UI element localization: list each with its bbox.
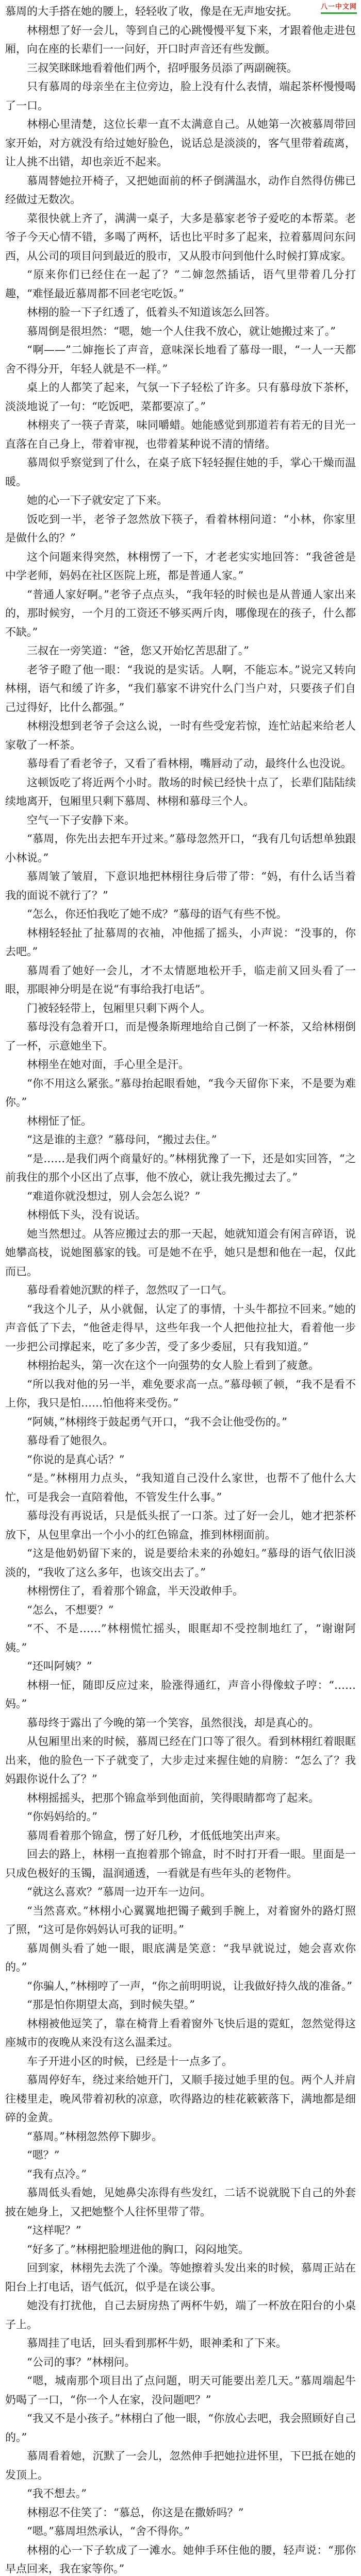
paragraph: 慕周替她拉开椅子，又把她面前的杯子倒满温水，动作自然得仿佛已经做过无数次。 [5, 174, 356, 206]
dialogue-paragraph: “慕周，你先出去把车开过来。”慕母忽然开口，“我有几句话想单独跟小林说。” [5, 833, 356, 864]
dialogue-paragraph: “你不用这么紧张。”慕母抬起眼看她，“我今天留你下来，不是要为难你。” [5, 1077, 356, 1108]
paragraph: 林栩一怔，随即反应过来，脸涨得通红，声音小得像蚊子哼：“……妈。” [5, 1679, 356, 1710]
dialogue-paragraph: “公司的事？”林栩问。 [27, 2355, 136, 2368]
dialogue-paragraph: “那是怕你期望太高，到时候失望。” [27, 1998, 195, 2011]
dialogue-paragraph: “这是他奶奶留下来的，说是要给未来的孙媳妇。”慕母的语气依旧淡淡的，“我收了这么多年，也该交出去了。” [5, 1547, 356, 1579]
site-logo-text: 八一中文网 [320, 3, 357, 11]
paragraph: 慕周倒是很坦然：“嗯，她一个人住我不放心，就让她搬过来了。” [27, 325, 336, 337]
site-logo [321, 3, 357, 14]
paragraph: 林栩坐在她对面，手心里全是汗。 [27, 1058, 189, 1071]
paragraph: 三叔笑眯眯地看着他们两个，招呼服务员添了两副碗筷。 [27, 61, 298, 74]
paragraph: 回到家，林栩先去洗了个澡。等她擦着头发出来的时候，慕周正站在阳台上打电话，语气低沉，似乎是在谈公事。 [5, 2262, 356, 2293]
paragraph: 林栩被他逗笑了，靠在椅背上看着窗外飞快后退的霓虹，忽然觉得这座城市的夜晚从来没有这么温柔过。 [5, 2017, 356, 2048]
paragraph: 桌上的人都笑了起来，气氛一下子轻松了许多。只有慕母放下茶杯，淡淡地说了一句：“吃饭吧，菜都要凉了。” [5, 381, 356, 413]
paragraph: 林栩低下头，没有说话。 [27, 1209, 146, 1221]
dialogue-paragraph: “你说的是真心话？” [27, 1453, 125, 1466]
paragraph: 慕周停好车，绕过来给她开门，又顺手接过她手里的包。两个人并肩往楼里走，晚风带着初秋的凉意，吹得路边的桂花簌簌落下，满地都是细碎的金黄。 [5, 2074, 356, 2124]
paragraph: 林栩想了好一会儿，等到自己的心跳慢慢平复下来，才跟着他走进包厢，向在座的长辈们一一问好，开口时声音还有些发颤。 [5, 24, 356, 55]
paragraph: 老爷子瞪了他一眼：“我说的是实话。人啊，不能忘本。”说完又转向林栩，语气和缓了许多，“我们慕家不讲究什么门当户对，只要孩子们自己过得好，比什么都强。” [5, 663, 356, 714]
dialogue-paragraph: “我又不是小孩子。”林栩白了他一眼，“你放心去吧，我会照顾好自己的。” [5, 2412, 356, 2444]
paragraph: 林栩心里清楚，这位长辈一直不太满意自己。从她第一次被慕周带回家开始，对方就没有给过她好脸色，说话总是淡淡的，客气里带着疏离，让人挑不出错，却也亲近不起来。 [5, 118, 356, 168]
dialogue-paragraph: “原来你们已经住在一起了？”二婶忽然插话，语气里带着几分打趣，“难怪最近慕周都不回老宅吃饭。” [5, 268, 356, 300]
paragraph: 林栩的脸一下子红透了，低着头不知道该怎么回答。 [27, 306, 276, 318]
paragraph: 她没有打扰他，自己去厨房热了两杯牛奶，端了一杯放在阳台的小桌子上。 [5, 2299, 356, 2331]
paragraph: 慕母看着她沉默的样子，忽然叹了一口气。 [27, 1284, 233, 1296]
paragraph: 她的心一下子就安定了下来。 [27, 494, 168, 506]
dialogue-paragraph: “还叫阿姨？” [27, 1660, 92, 1672]
paragraph: 慕周挂了电话，回头看到那杯牛奶，眼神柔和了下来。 [27, 2337, 287, 2349]
paragraph: 林栩怔了怔。 [27, 1114, 92, 1127]
dialogue-paragraph: “怎么，你还怕我吃了她不成？”慕母的语气有些不悦。 [27, 908, 287, 920]
dialogue-paragraph: “慕周。”林栩忽然停下脚步。 [27, 2130, 162, 2143]
paragraph: 慕母看了她很久。 [27, 1434, 113, 1447]
paragraph: 只有慕周的母亲坐在主位旁边，脸上没有什么表情，端起茶杯慢慢喝了一口。 [5, 80, 356, 112]
dialogue-paragraph: “嗯。”慕周坦然承认，“舍不得你。” [27, 2525, 190, 2537]
paragraph: 林栩抬起头，第一次在这个一向强势的女人脸上看到了疲惫。 [27, 1359, 319, 1371]
paragraph: 她当然想过。从答应搬过去的那一天起，她就知道会有闲言碎语，说她攀高枝，说她图慕家的钱。可是她不在乎，她只是想和他在一起，仅此而已。 [5, 1227, 356, 1278]
paragraph: 这个问题来得突然，林栩愣了一下，才老老实实地回答：“我爸爸是中学老师，妈妈在社区医院上班，都是普通人家。” [5, 550, 356, 582]
paragraph: 林栩愣住了，看着那个锦盒，半天没敢伸手。 [27, 1585, 243, 1597]
lead-paragraph: 慕周的大手搭在她的腰上，轻轻收了收，像是在无声地安抚。 [5, 5, 298, 18]
dialogue-paragraph: “好多了。”林栩把脸埋进他的胸口，闷闷地笑。 [27, 2243, 249, 2256]
dialogue-paragraph: “是……是我们两个商量好的。”林栩犹豫了一下，还是如实回答，“之前我住的那个小区出了点事，他不放心，就让我先搬过去了。” [5, 1152, 356, 1183]
paragraph: 三叔在一旁笑道：“爸，您又开始忆苦思甜了。” [27, 645, 249, 657]
paragraph: 慕周低头看她，见她鼻尖冻得有些发红，二话不说就脱下自己的外套披在她身上，又把她整个人往怀里带了带。 [5, 2187, 356, 2218]
site-logo-underline [321, 12, 357, 14]
paragraph: 林栩夹了一筷子青菜，味同嚼蜡。她能感觉到那道若有若无的目光一直落在自己身上，带着审视，也带着某种说不清的情绪。 [5, 419, 356, 450]
dialogue-paragraph: “啊——”二婶拖长了声音，意味深长地看了慕母一眼，“一人一天都舍不得分开，年轻人就是不一样。” [5, 344, 356, 375]
paragraph: 菜很快就上齐了，满满一桌子，大多是慕家老爷子爱吃的本帮菜。老爷子今天心情不错，多喝了两杯，话也比平时多了起来，拉着慕周问东问西，从公司的项目问到最近的股市，又从股市问到他什么时候打算成家。 [5, 212, 356, 262]
dialogue-paragraph: “所以我对他的另一半，难免要求高一点。”慕母顿了顿，“我不是看不上你，我只是怕……怕他将来受伤。” [5, 1378, 356, 1409]
paragraph: 从包厢里出来的时候，慕周已经在门口等了很久。看到林栩红着眼眶出来，他的脸色一下子就变了，大步走过来握住她的肩膀：“怎么了？我妈跟你说什么了？” [5, 1735, 356, 1785]
dialogue-paragraph: “你妈妈给的。” [27, 1810, 97, 1823]
paragraph: 林栩忍不住笑了：“慕总，你这是在撒娇吗？” [27, 2506, 244, 2519]
dialogue-paragraph: “阿姨，”林栩终于鼓起勇气开口，“我不会让他受伤的。” [27, 1415, 287, 1428]
paragraph: 慕母看了看老爷子，又看了看林栩，嘴唇动了动，最终什么也没说。 [27, 757, 352, 770]
dialogue-paragraph: “当然喜欢。”林栩小心翼翼地把镯子戴到手腕上，对着窗外的路灯照了照，“这可是你妈妈认可我的证明。” [5, 1904, 356, 1936]
paragraph: 慕母终于露出了今晚的第一个笑容，虽然很浅，却是真心的。 [27, 1716, 319, 1729]
paragraph: 这顿饭吃了将近两个小时。散场的时候已经快十点了，长辈们陆陆续续地离开，包厢里只剩下慕周、林栩和慕母三个人。 [5, 776, 356, 807]
dialogue-paragraph: “怎么，不想要？” [27, 1603, 114, 1616]
dialogue-paragraph: “难道你就没想过，别人会怎么说？” [27, 1190, 201, 1202]
paragraph: 慕周看着她，沉默了一会儿，忽然伸手把她拉进怀里，下巴抵在她的发顶上。 [5, 2450, 356, 2481]
dialogue-paragraph: “我有点冷。” [27, 2167, 87, 2180]
dialogue-paragraph: “普通人家好啊。”老爷子点点头，“我年轻的时候也是从普通人家出来的，那时候穷，一个月的工资还不够买两斤肉，哪像现在的孩子，什么都不缺。” [5, 588, 356, 638]
paragraph: 慕周侧头看了她一眼，眼底满是笑意：“我早就说过，她会喜欢你的。” [5, 1942, 356, 1973]
dialogue-paragraph: “我不想去。” [27, 2487, 87, 2500]
paragraph: 林栩没想到老爷子会这么说，一时有些受宠若惊，连忙站起来给老人家敬了一杯茶。 [5, 720, 356, 751]
dialogue-paragraph: “我这个儿子，从小就倔，认定了的事情，十头牛都拉不回来。”她的声音低了下去，“他爸走得早，这些年我一个人把他拉扯大，看着他一步一步把公司撑起来，吃了多少苦，受了多少委屈，只有我知道。” [5, 1302, 356, 1353]
dialogue-paragraph: “嗯？” [27, 2149, 60, 2161]
paragraph: 回去的路上，林栩一直抱着那个锦盒，时不时打开看一眼。里面是一只成色极好的玉镯，温润通透，一看就是有些年头的老物件。 [5, 1848, 356, 1879]
dialogue-paragraph: “就这么喜欢？”慕周一边开车一边问。 [27, 1886, 211, 1898]
paragraph: 慕母没有再说话，只是低头抿了一口茶。过了好一会儿，她才把茶杯放下，从包里拿出一个小小的红色锦盒，推到林栩面前。 [5, 1510, 356, 1541]
dialogue-paragraph: “嗯，城南那个项目出了点问题，明天可能要出差几天。”慕周端起牛奶喝了一口，“你一个人在家，没问题吧？” [5, 2375, 356, 2406]
paragraph: 慕周看了她好一会儿，才不太情愿地松开手，临走前又回头看了一眼，那眼神分明是在说“有事给我打电话”。 [5, 964, 356, 995]
paragraph: 慕周似乎察觉到了什么，在桌子底下轻轻握住她的手，掌心干燥而温暖。 [5, 456, 356, 488]
dialogue-paragraph: “不、不是……”林栩慌忙摇头，眼眶却不受控制地红了，“谢谢阿姨。” [5, 1622, 356, 1654]
paragraph: 空气一下子安静下来。 [27, 814, 135, 826]
paragraph: 慕周皱了皱眉，下意识地把林栩往身后带了带：“妈，有什么话当着我的面说不就行了？” [5, 870, 356, 902]
paragraph: 慕母没有急着开口，而是慢条斯理地给自己倒了一杯茶，又给林栩倒了一杯，示意她坐下。 [5, 1021, 356, 1052]
dialogue-paragraph: “这是谁的主意？”慕母问，“搬过去住。” [27, 1133, 217, 1146]
paragraph: 门被轻轻带上，包厢里只剩下两个人。 [27, 1002, 211, 1014]
dialogue-paragraph: “是。”林栩用力点头，“我知道自己没什么家世，也帮不了他什么大忙，可是我会一直陪着他，不管发生什么事。” [5, 1472, 356, 1503]
dialogue-paragraph: “你骗人，”林栩哼了一声，“你之前明明说，让我做好持久战的准备。” [27, 1979, 352, 1992]
dialogue-paragraph: “这样呢？” [27, 2224, 81, 2236]
paragraph: 林栩摇摇头，把那个锦盒举到他面前，笑得眼睛都弯了起来。 [27, 1791, 319, 1804]
paragraph: 林栩轻轻扯了扯慕周的衣袖，冲他摇了摇头，小声说：“没事的，你去吧。” [5, 926, 356, 958]
paragraph: 慕周看着那个锦盒，愣了好几秒，才低低地笑出声来。 [27, 1829, 287, 1842]
paragraph: 饭吃到一半，老爷子忽然放下筷子，看着林栩问道：“小林，你家里是做什么的？” [5, 513, 356, 544]
paragraph: 车子开进小区的时候，已经是十一点多了。 [27, 2055, 233, 2067]
paragraph: 林栩的心一下子软成了一滩水。她伸手环住他的腰，轻声说：“那你早点回来，我在家等你。” [5, 2544, 356, 2575]
